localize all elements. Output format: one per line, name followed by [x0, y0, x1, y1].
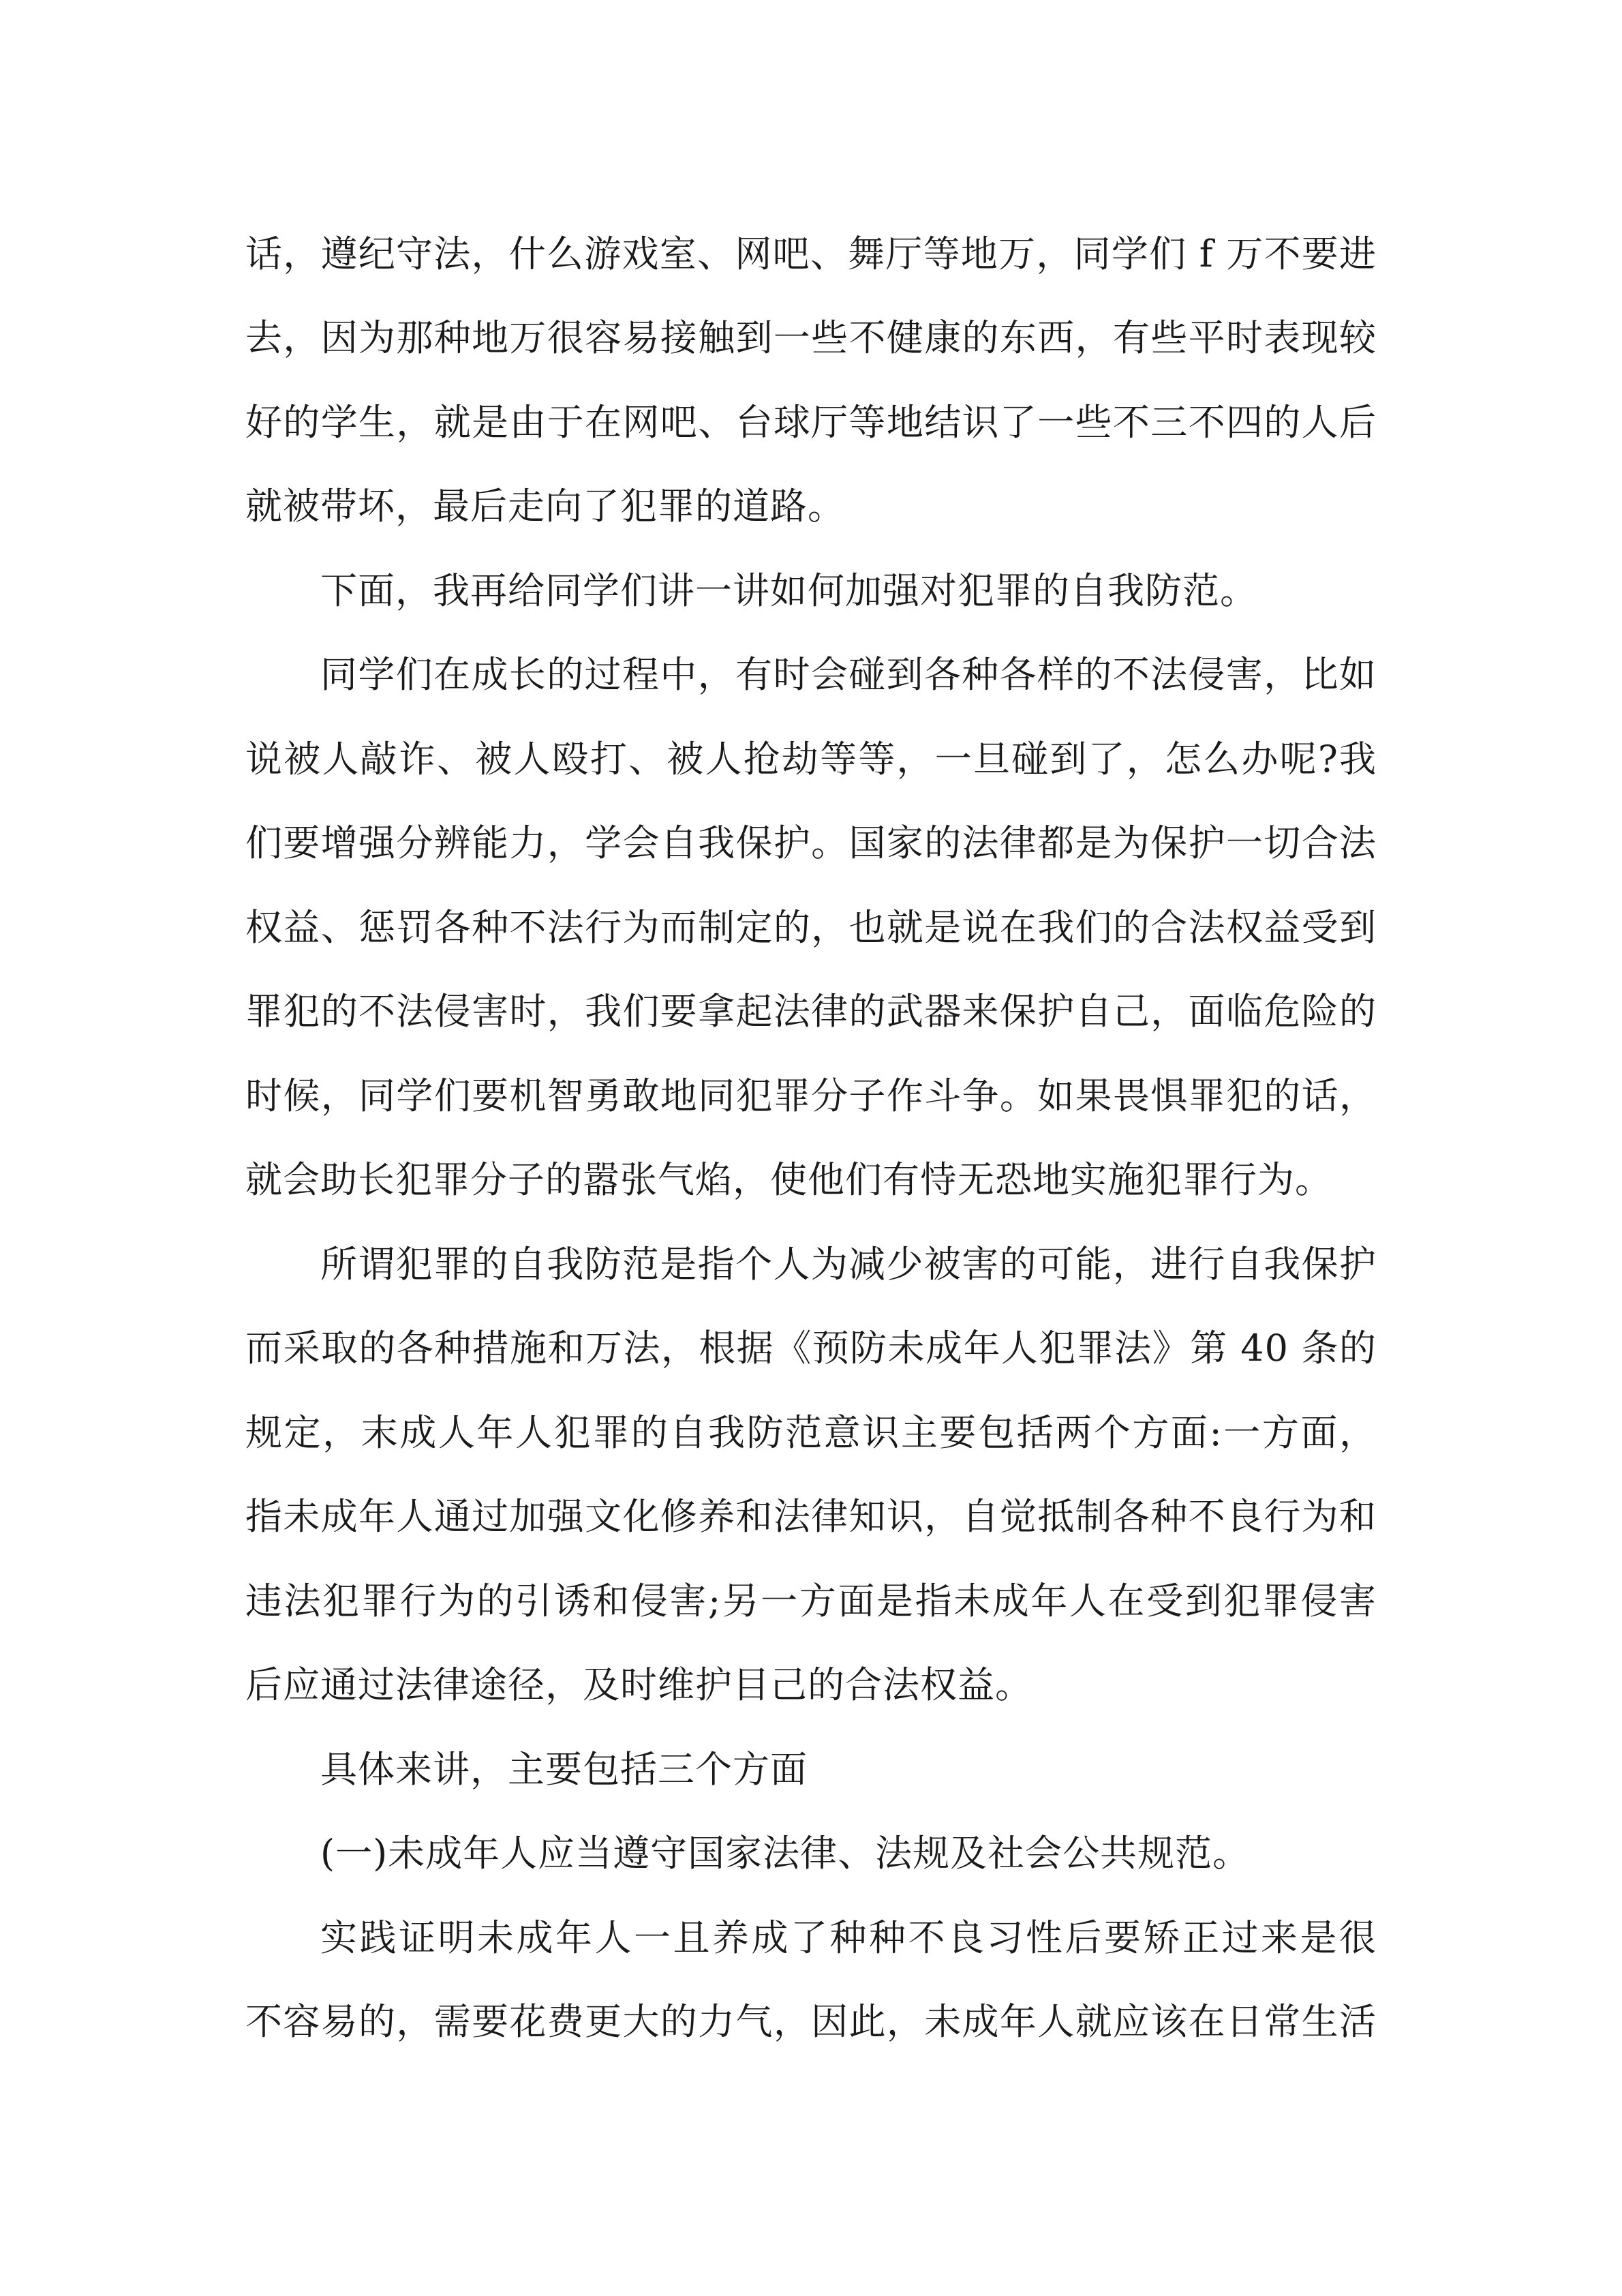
text-line: 罪犯的不法侵害时，我们要拿起法律的武器来保护自己，面临危险的	[245, 990, 1377, 1033]
text-line: 后应通过法律途径，及时维护目己的合法权益。	[245, 1663, 1032, 1706]
text-line: 就会助长犯罪分子的嚣张气焰，使他们有恃无恐地实施犯罪行为。	[245, 1158, 1332, 1201]
text-line: 们要增强分辨能力，学会自我保护。国家的法律都是为保护一切合法	[245, 821, 1377, 864]
text-line: 话，遵纪守法，什么游戏室、网吧、舞厅等地万，同学们 f 万不要进	[245, 232, 1377, 275]
text-line: 好的学生，就是由于在网吧、台球厅等地结识了一些不三不四的人后	[245, 401, 1377, 444]
text-line: 下面，我再给同学们讲一讲如何加强对犯罪的自我防范。	[320, 569, 1257, 612]
text-line: 时候，同学们要机智勇敢地同犯罪分子作斗争。如果畏惧罪犯的话，	[245, 1074, 1377, 1117]
text-line: 去，因为那种地万很容易接触到一些不健康的东西，有些平时表现较	[245, 316, 1377, 359]
text-line: 权益、惩罚各种不法行为而制定的，也就是说在我们的合法权益受到	[245, 906, 1377, 949]
text-line: 就被带坏，最后走向了犯罪的道路。	[245, 485, 845, 528]
text-line: (一)未成年人应当遵守国家法律、法规及社会公共规范。	[320, 1832, 1251, 1875]
text-line: 具体来讲，主要包括三个方面	[320, 1748, 808, 1791]
text-line: 所谓犯罪的自我防范是指个人为减少被害的可能，进行自我保护	[320, 1243, 1377, 1286]
text-line: 同学们在成长的过程中，有时会碰到各种各样的不法侵害，比如	[320, 653, 1377, 696]
text-line: 规定，末成人年人犯罪的自我防范意识主要包括两个方面:一方面，	[245, 1411, 1377, 1454]
text-line: 违法犯罪行为的引诱和侵害;另一方面是指未成年人在受到犯罪侵害	[245, 1580, 1377, 1622]
text-line: 指未成年人通过加强文化修养和法律知识，自觉抵制各种不良行为和	[245, 1495, 1377, 1538]
text-line: 说被人敲诈、被人殴打、被人抢劫等等，一旦碰到了，怎么办呢?我	[245, 738, 1377, 781]
text-line: 而采取的各种措施和万法，根据《预防未成年人犯罪法》第 40 条的	[245, 1327, 1377, 1370]
text-line: 不容易的，需要花费更大的力气，因此，未成年人就应该在日常生活	[245, 2000, 1377, 2043]
text-line: 实践证明未成年人一且养成了种种不良习性后要矫正过来是很	[320, 1916, 1377, 1959]
